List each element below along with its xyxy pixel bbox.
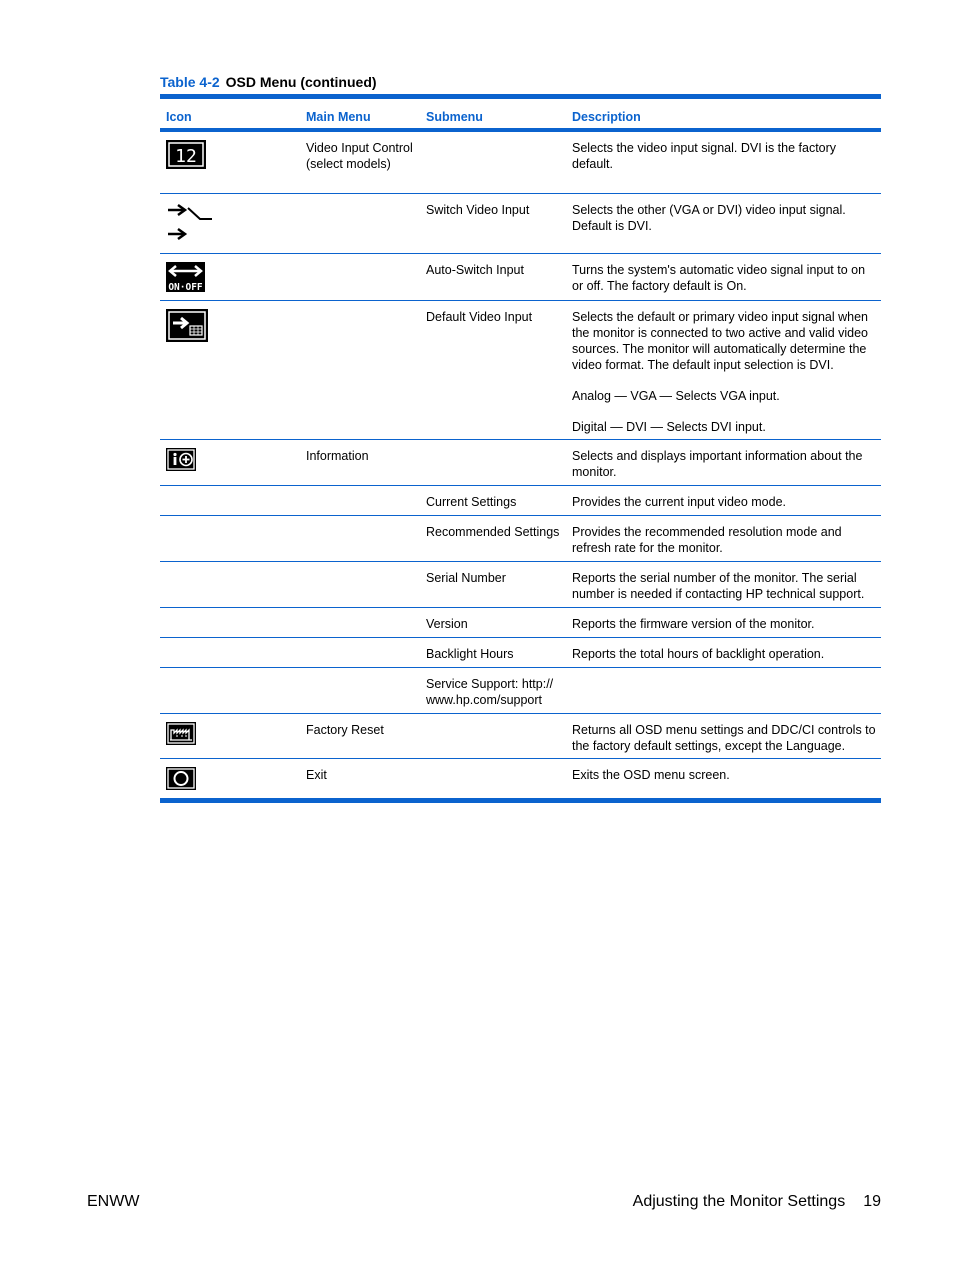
table-row (160, 608, 881, 638)
submenu-cell: Current Settings (426, 495, 517, 509)
main-menu-cell: Video Input Control (select models) (306, 141, 413, 171)
footer-left-label: ENWW (87, 1193, 140, 1210)
main-menu-cell: Information (306, 449, 369, 463)
description-cell: Reports the serial number of the monitor. The serial number is needed if contacting HP technical support. (572, 571, 865, 601)
submenu-cell: Version (426, 617, 468, 631)
table-row (160, 132, 881, 194)
information-icon (166, 448, 196, 471)
svg-text:ON·OFF: ON·OFF (168, 282, 203, 292)
submenu-cell: Backlight Hours (426, 647, 514, 661)
switch-input-icon (166, 202, 214, 247)
main-menu-cell: Exit (306, 768, 327, 782)
footer-right (633, 1193, 881, 1211)
video-input-icon (166, 140, 206, 169)
table-row (160, 562, 881, 608)
description-cell: Turns the system's automatic video signal input to on or off. The factory default is On. (572, 263, 866, 293)
submenu-cell: Auto-Switch Input (426, 263, 524, 277)
header-icon: Icon (166, 110, 192, 124)
description-cell: Selects the default or primary video input signal when the monitor is connected to two active and valid video sources. The monitor will automatically determine the video format. The default input selection is DVI. Analog — VGA — Selects VGA input. Digital — DVI — Selects DVI input. (572, 310, 869, 434)
footer-section-title: Adjusting the Monitor Settings (632, 1193, 846, 1210)
description-cell: Selects the video input signal. DVI is the factory default. (572, 141, 837, 171)
default-input-icon (166, 309, 208, 342)
main-menu-cell: Factory Reset (306, 723, 384, 737)
table-row (160, 714, 881, 759)
description-cell: Reports the total hours of backlight operation. (572, 647, 825, 661)
table-row (160, 759, 881, 798)
table-row (160, 440, 881, 486)
description-cell: Exits the OSD menu screen. (572, 768, 730, 782)
description-cell: Provides the current input video mode. (572, 495, 787, 509)
description-cell: Returns all OSD menu settings and DDC/CI controls to the factory default settings, except the Language. (572, 723, 876, 753)
table-title: OSD Menu (continued) (225, 74, 377, 90)
svg-text:12: 12 (175, 146, 197, 167)
exit-icon (166, 767, 196, 790)
submenu-cell: Recommended Settings (426, 525, 560, 539)
table-row (160, 194, 881, 254)
description-cell: Selects the other (VGA or DVI) video input signal. Default is DVI. (572, 203, 846, 233)
osd-menu-table (160, 94, 881, 803)
table-row (160, 486, 881, 516)
description-cell: Reports the firmware version of the monitor. (572, 617, 815, 631)
table-caption (160, 74, 377, 90)
description-cell: Selects and displays important information about the monitor. (572, 449, 863, 479)
table-row (160, 301, 881, 440)
table-row (160, 254, 881, 301)
submenu-cell: Service Support: http:// www.hp.com/support (426, 677, 554, 707)
submenu-cell: Switch Video Input (426, 203, 530, 217)
page-number: 19 (863, 1193, 881, 1210)
table-number: Table 4-2 (160, 74, 220, 90)
table-row (160, 516, 881, 562)
factory-reset-icon (166, 722, 196, 745)
table-row (160, 668, 881, 714)
table-row (160, 638, 881, 668)
header-description: Description (572, 110, 641, 124)
table-bottom-rule (160, 798, 881, 803)
description-cell: Provides the recommended resolution mode and refresh rate for the monitor. (572, 525, 842, 555)
auto-switch-icon (166, 262, 205, 292)
header-main-menu: Main Menu (306, 110, 371, 124)
submenu-cell: Default Video Input (426, 310, 533, 324)
submenu-cell: Serial Number (426, 571, 506, 585)
table-header (160, 99, 881, 132)
header-submenu: Submenu (426, 110, 483, 124)
